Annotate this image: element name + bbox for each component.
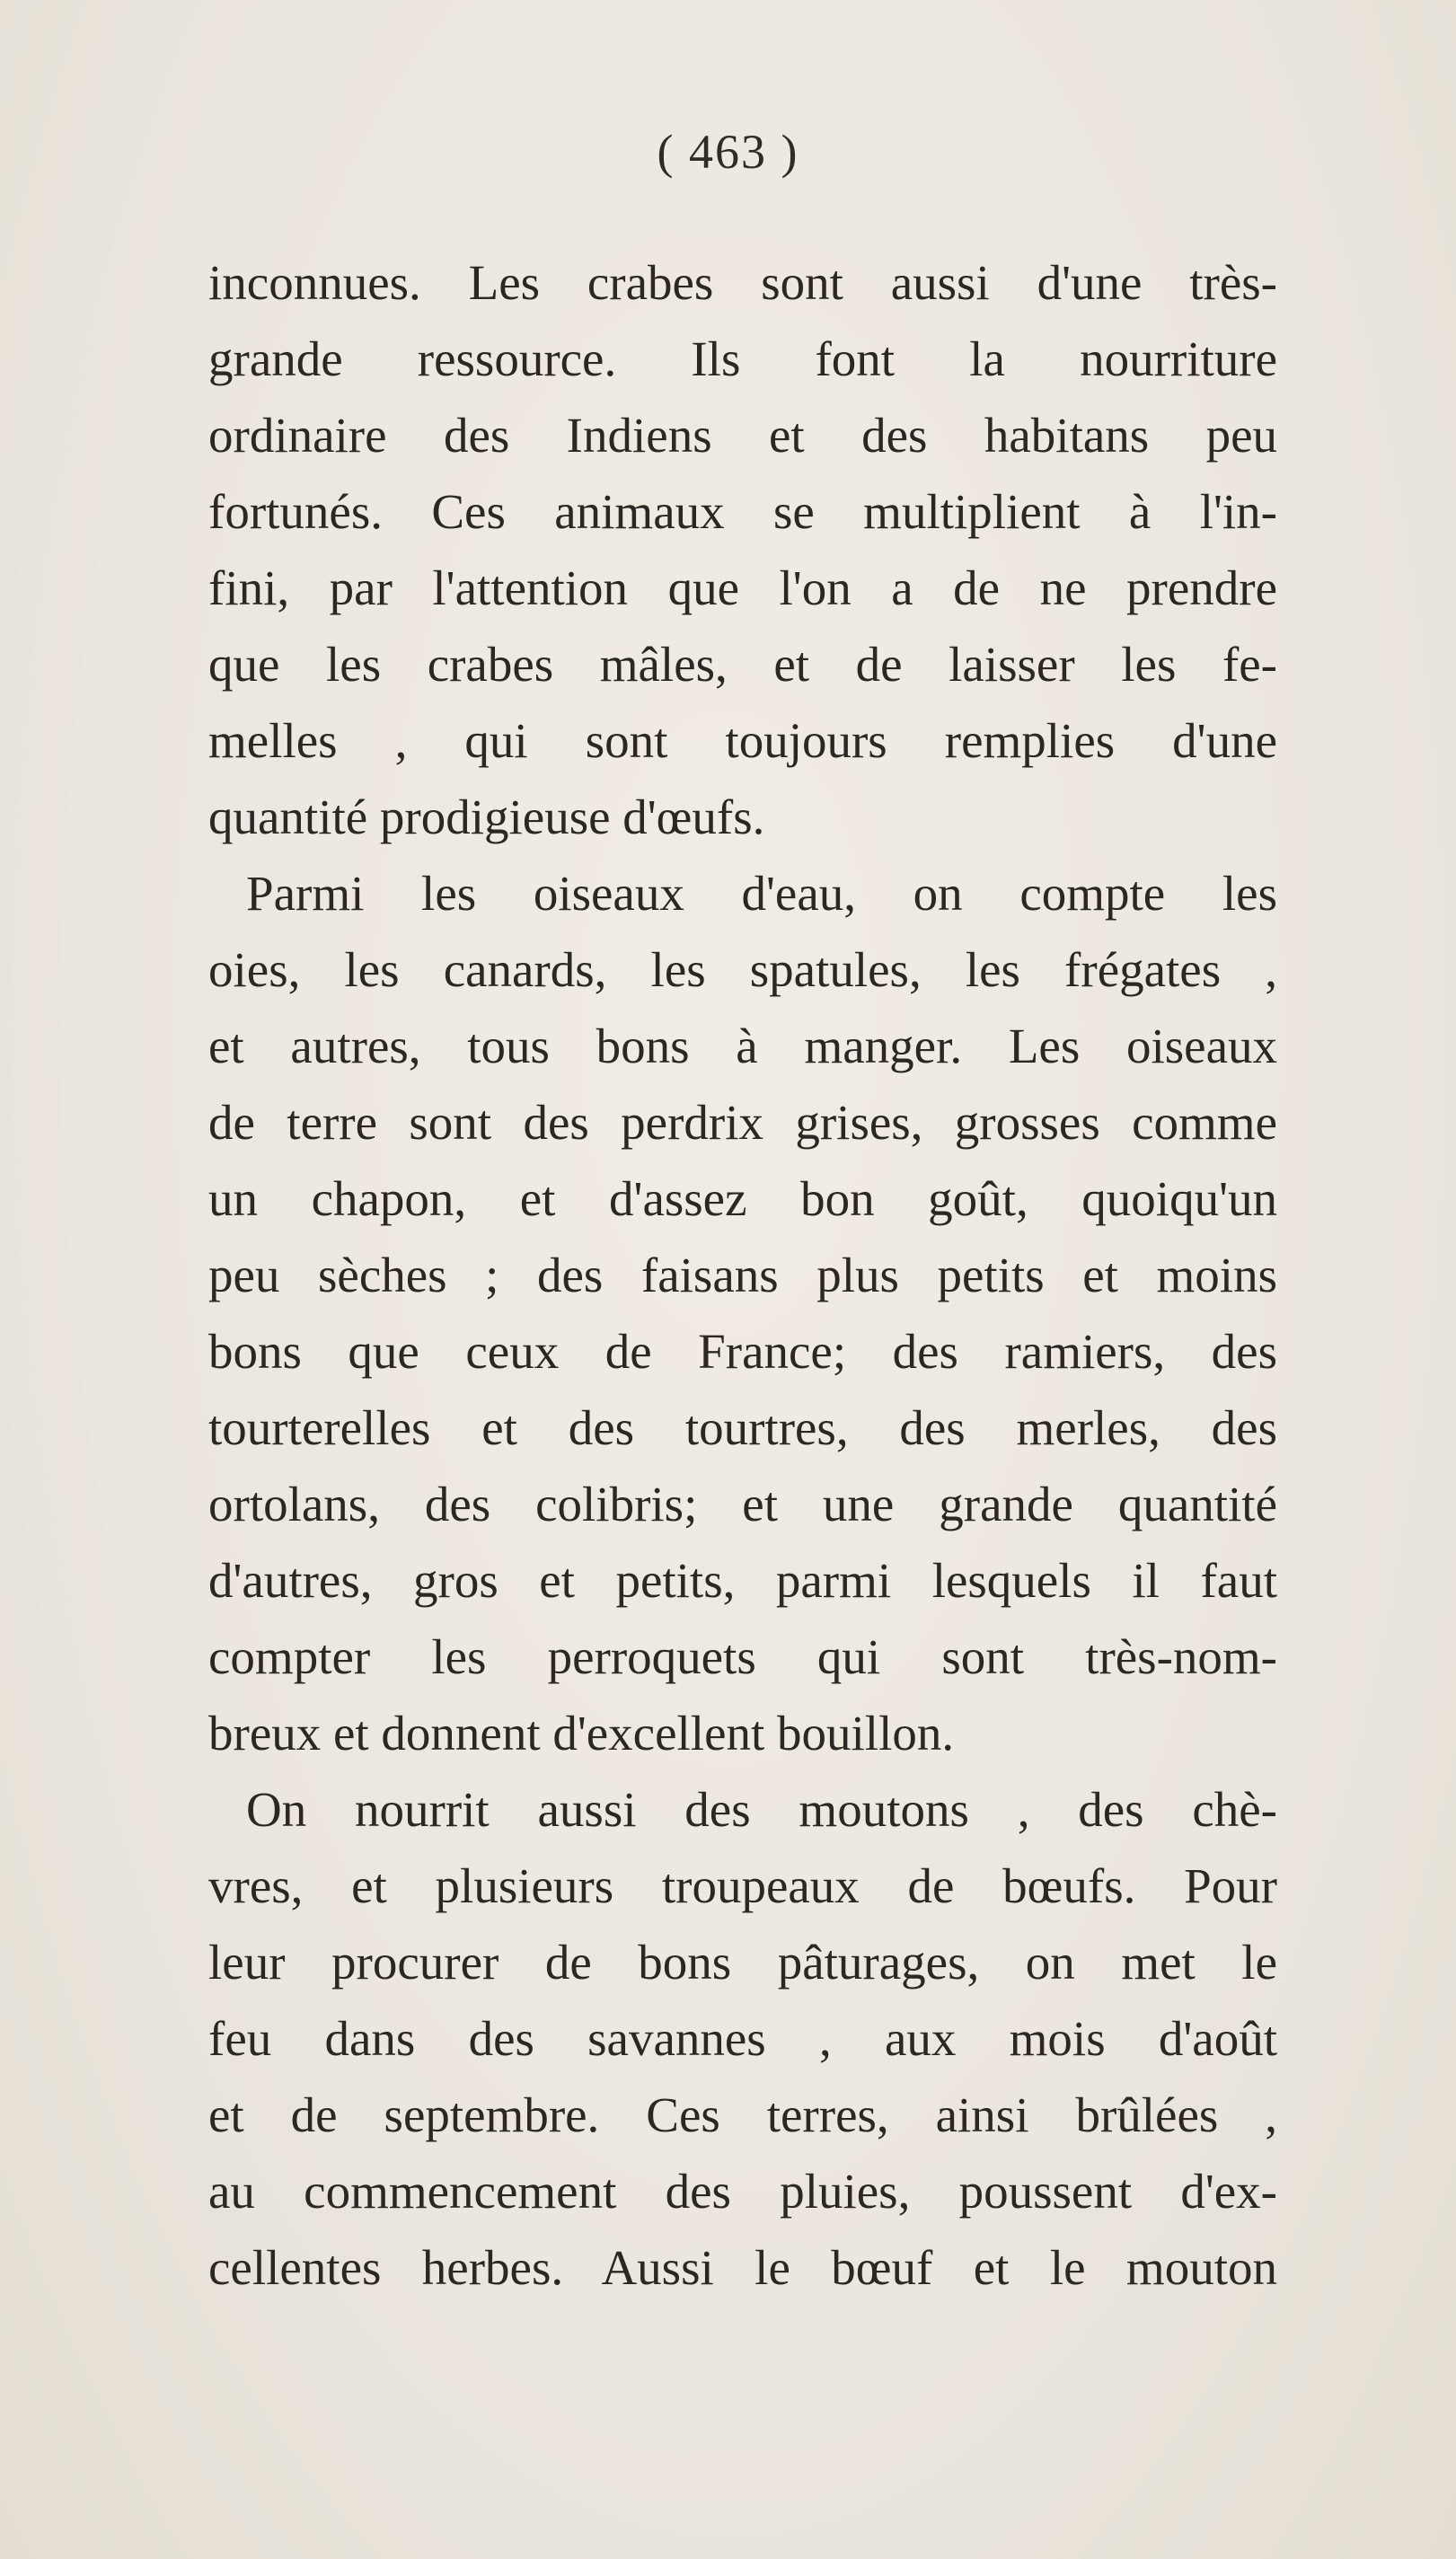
paragraph-start-line: Parmi les oiseaux d'eau, on compte les bbox=[246, 866, 1277, 921]
text-line: que les crabes mâles, et de laisser les fe- bbox=[208, 637, 1277, 692]
text-line: compter les perroquets qui sont très-nom- bbox=[208, 1629, 1277, 1684]
text-line: d'autres, gros et petits, parmi lesquels il faut bbox=[208, 1553, 1277, 1608]
text-line: fini, par l'attention que l'on a de ne prendre bbox=[208, 560, 1277, 615]
page-number: ( 463 ) bbox=[657, 125, 799, 179]
paragraph-start-line: On nourrit aussi des moutons , des chè- bbox=[246, 1782, 1277, 1837]
text-line: quantité prodigieuse d'œufs. bbox=[208, 790, 765, 844]
text-line: grande ressource. Ils font la nourriture bbox=[208, 331, 1277, 386]
text-line: de terre sont des perdrix grises, grosses comme bbox=[208, 1095, 1277, 1150]
text-line: fortunés. Ces animaux se multiplient à l'in- bbox=[208, 484, 1277, 539]
text-line: un chapon, et d'assez bon goût, quoiqu'un bbox=[208, 1171, 1277, 1226]
text-line: et autres, tous bons à manger. Les oiseaux bbox=[208, 1019, 1277, 1073]
text-line: bons que ceux de France; des ramiers, des bbox=[208, 1324, 1277, 1379]
text-line: leur procurer de bons pâturages, on met le bbox=[208, 1935, 1277, 1990]
text-line: cellentes herbes. Aussi le bœuf et le mouton bbox=[208, 2240, 1277, 2295]
text-line: ortolans, des colibris; et une grande quantité bbox=[208, 1477, 1277, 1531]
text-line: tourterelles et des tourtres, des merles, des bbox=[208, 1400, 1277, 1455]
text-line: feu dans des savannes , aux mois d'août bbox=[208, 2011, 1277, 2066]
text-line: et de septembre. Ces terres, ainsi brûlées , bbox=[208, 2087, 1277, 2142]
text-line: oies, les canards, les spatules, les frégates , bbox=[208, 942, 1277, 997]
text-line: au commencement des pluies, poussent d'ex- bbox=[208, 2164, 1277, 2219]
text-line: vres, et plusieurs troupeaux de bœufs. Pour bbox=[208, 1858, 1277, 1913]
text-line: breux et donnent d'excellent bouillon. bbox=[208, 1706, 955, 1760]
text-line: peu sèches ; des faisans plus petits et moins bbox=[208, 1248, 1277, 1302]
text-line: inconnues. Les crabes sont aussi d'une très- bbox=[208, 255, 1277, 310]
text-line: melles , qui sont toujours remplies d'une bbox=[208, 713, 1277, 768]
body-text bbox=[208, 244, 1277, 2306]
text-line: ordinaire des Indiens et des habitans peu bbox=[208, 408, 1277, 463]
